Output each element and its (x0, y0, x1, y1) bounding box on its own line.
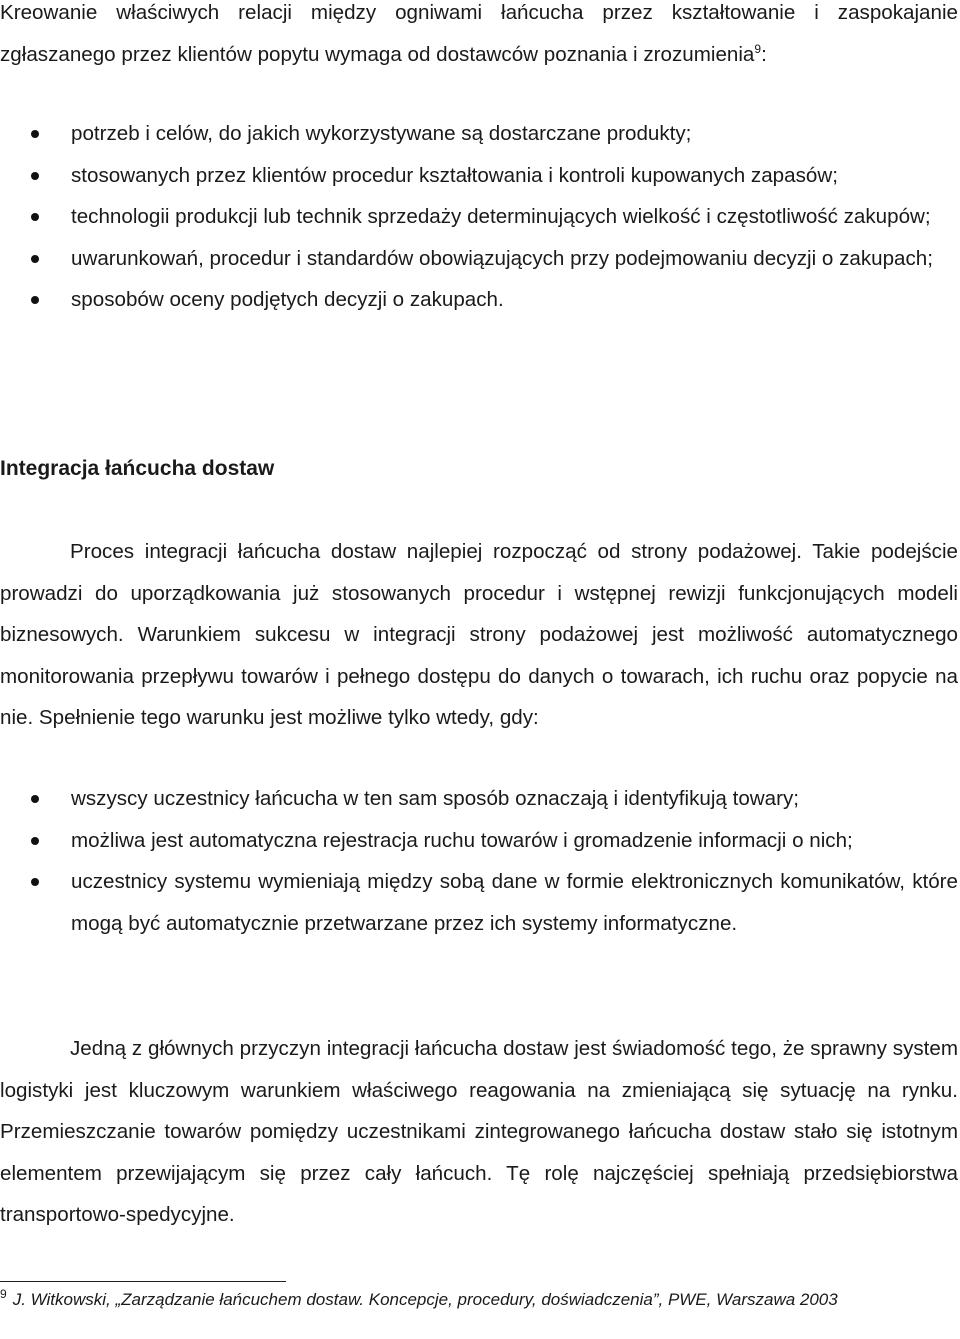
footnote-number: 9 (0, 1287, 7, 1302)
intro-paragraph (0, 0, 958, 75)
needs-bullet-list (0, 113, 958, 321)
bullet-icon (31, 795, 39, 803)
section-heading: Integracja łańcucha dostaw (0, 457, 275, 480)
bullet-icon (31, 130, 39, 138)
integration-paragraph: Proces integracji łańcucha dostaw najlepiej rozpocząć od strony podażowej. Takie podejście prowadzi do uporządkowania już stosowanych procedur i wstępnej rewizji funkcjonujących modeli biznesowych. Warunkiem sukcesu w integracji strony podażowej jest możliwość automatycznego monitorowania przepływu towarów i pełnego dostępu do danych o towarach, ich ruchu oraz popycie na nie. Spełnienie tego warunku jest możliwe tylko wtedy, gdy: (0, 540, 958, 729)
list-item-text: technologii produkcji lub technik sprzedaży determinujących wielkość i częstotliwość zakupów; (71, 205, 931, 228)
list-item (0, 196, 958, 238)
footnote (0, 1289, 958, 1310)
bullet-icon (31, 878, 39, 886)
intro-tail: : (761, 42, 767, 66)
list-item (0, 861, 958, 944)
list-item (0, 820, 958, 862)
list-item (0, 778, 958, 820)
list-item-text: uwarunkowań, procedur i standardów obowiązujących przy podejmowaniu decyzji o zakupach; (71, 246, 933, 270)
footnote-reference[interactable]: 9 (754, 41, 762, 56)
list-item-text: stosowanych przez klientów procedur kształtowania i kontroli kupowanych zapasów; (71, 163, 838, 187)
list-item-text: sposobów oceny podjętych decyzji o zakupach. (71, 288, 504, 311)
footnote-text: J. Witkowski, „Zarządzanie łańcuchem dostaw. Koncepcje, procedury, doświadczenia”, PWE, Warszawa 2003 (12, 1290, 838, 1309)
logistics-paragraph: Jedną z głównych przyczyn integracji łańcucha dostaw jest świadomość tego, że sprawny system logistyki jest kluczowym warunkiem właściwego reagowania na zmieniającą się sytuację na rynku. Przemieszczanie towarów pomiędzy uczestnikami zintegrowanego łańcucha dostaw stało się istotnym elementem przewijającym się przez cały łańcuch. Tę rolę najczęściej spełniają przedsiębiorstwa transportowo-spedycyjne. (0, 1037, 958, 1226)
list-item (0, 155, 958, 197)
bullet-icon (31, 837, 39, 845)
list-item (0, 279, 958, 321)
list-item-text: wszyscy uczestnicy łańcucha w ten sam sposób oznaczają i identyfikują towary; (71, 787, 799, 810)
intro-text: Kreowanie właściwych relacji między ogniwami łańcucha przez kształtowanie i zaspokajanie zgłaszanego przez klientów popytu wymaga od dostawców poznania i zrozumienia (0, 1, 958, 66)
list-item (0, 113, 958, 155)
list-item (0, 238, 958, 280)
list-item-text: możliwa jest automatyczna rejestracja ruchu towarów i gromadzenie informacji o nich; (71, 828, 853, 852)
bullet-icon (31, 213, 39, 221)
list-item-text: potrzeb i celów, do jakich wykorzystywane są dostarczane produkty; (71, 122, 692, 145)
bullet-icon (31, 255, 39, 263)
footnote-divider (0, 1281, 286, 1282)
list-item-text: uczestnicy systemu wymieniają między sobą dane w formie elektronicznych komunikatów, które mogą być automatycznie przetwarzane przez ich systemy informatyczne. (71, 870, 958, 935)
bullet-icon (31, 172, 39, 180)
bullet-icon (31, 296, 39, 304)
conditions-bullet-list (0, 778, 958, 944)
